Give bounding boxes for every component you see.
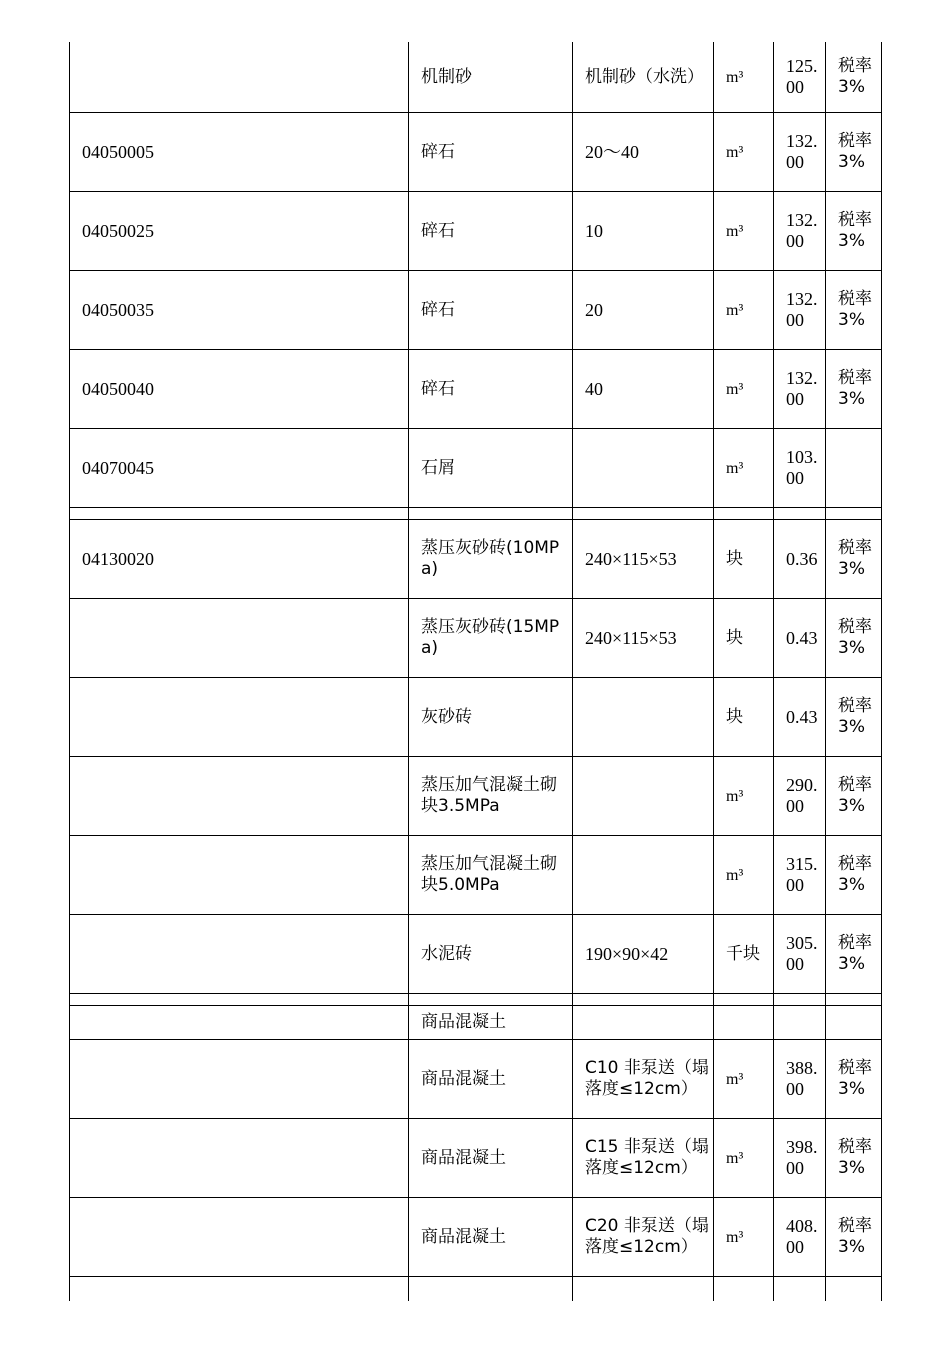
spec-cell: 240×115×53	[573, 599, 714, 678]
code-cell: 04050005	[70, 113, 409, 192]
price-cell: 132.00	[774, 192, 826, 271]
price-cell: 388.00	[774, 1040, 826, 1119]
spec-cell: C20 非泵送（塌落度≤12cm）	[573, 1198, 714, 1277]
note-cell: 税率3%	[826, 113, 882, 192]
spacer-cell	[573, 508, 714, 520]
price-cell: 315.00	[774, 836, 826, 915]
unit-cell	[714, 1006, 774, 1040]
unit-cell: m³	[714, 429, 774, 508]
unit-cell: 块	[714, 599, 774, 678]
spec-cell: 20	[573, 271, 714, 350]
name-cell: 商品混凝土	[409, 1119, 573, 1198]
code-cell	[70, 1006, 409, 1040]
code-cell: 04050040	[70, 350, 409, 429]
spacer-cell	[70, 994, 409, 1006]
spec-cell	[573, 836, 714, 915]
price-cell: 398.00	[774, 1119, 826, 1198]
price-cell: 132.00	[774, 113, 826, 192]
name-cell: 机制砂	[409, 42, 573, 113]
code-cell	[70, 836, 409, 915]
material-price-table	[69, 42, 882, 1301]
spacer-row	[70, 508, 882, 520]
name-cell: 碎石	[409, 113, 573, 192]
note-cell	[826, 429, 882, 508]
spacer-cell	[826, 994, 882, 1006]
spacer-cell	[70, 508, 409, 520]
note-cell: 税率3%	[826, 520, 882, 599]
continuation-row	[70, 1277, 882, 1302]
spacer-cell	[774, 508, 826, 520]
spec-cell: 190×90×42	[573, 915, 714, 994]
code-cell: 04050035	[70, 271, 409, 350]
table-row	[70, 113, 882, 192]
table-row	[70, 678, 882, 757]
name-cell: 灰砂砖	[409, 678, 573, 757]
code-cell	[70, 678, 409, 757]
spec-cell: 10	[573, 192, 714, 271]
code-cell: 04050025	[70, 192, 409, 271]
name-cell: 蒸压加气混凝土砌块5.0MPa	[409, 836, 573, 915]
table-row	[70, 915, 882, 994]
price-table-page	[69, 42, 881, 1301]
empty-cell	[573, 1277, 714, 1302]
unit-cell: m³	[714, 192, 774, 271]
table-row	[70, 520, 882, 599]
spacer-cell	[774, 994, 826, 1006]
table-row	[70, 757, 882, 836]
note-cell: 税率3%	[826, 599, 882, 678]
name-cell: 蒸压加气混凝土砌块3.5MPa	[409, 757, 573, 836]
table-row	[70, 599, 882, 678]
spec-cell	[573, 1006, 714, 1040]
note-cell: 税率3%	[826, 915, 882, 994]
price-cell: 305.00	[774, 915, 826, 994]
table-row	[70, 42, 882, 113]
price-cell: 290.00	[774, 757, 826, 836]
name-cell: 碎石	[409, 271, 573, 350]
unit-cell: m³	[714, 113, 774, 192]
spec-cell: 40	[573, 350, 714, 429]
empty-cell	[774, 1277, 826, 1302]
note-cell: 税率3%	[826, 836, 882, 915]
unit-cell: m³	[714, 271, 774, 350]
spec-cell: 20～40	[573, 113, 714, 192]
price-cell: 132.00	[774, 271, 826, 350]
name-cell: 商品混凝土	[409, 1006, 573, 1040]
code-cell	[70, 599, 409, 678]
table-row	[70, 1198, 882, 1277]
unit-cell: m³	[714, 1119, 774, 1198]
spacer-cell	[826, 508, 882, 520]
name-cell: 水泥砖	[409, 915, 573, 994]
unit-cell: 块	[714, 678, 774, 757]
unit-cell: m³	[714, 350, 774, 429]
table-row	[70, 192, 882, 271]
unit-cell: m³	[714, 836, 774, 915]
note-cell: 税率3%	[826, 1119, 882, 1198]
empty-cell	[70, 1277, 409, 1302]
empty-cell	[714, 1277, 774, 1302]
code-cell: 04070045	[70, 429, 409, 508]
code-cell	[70, 915, 409, 994]
spec-cell	[573, 757, 714, 836]
name-cell: 碎石	[409, 350, 573, 429]
spec-cell	[573, 429, 714, 508]
unit-cell: m³	[714, 42, 774, 113]
empty-cell	[409, 1277, 573, 1302]
table-row	[70, 271, 882, 350]
unit-cell: m³	[714, 1040, 774, 1119]
spacer-cell	[714, 994, 774, 1006]
section-header-row	[70, 1006, 882, 1040]
name-cell: 商品混凝土	[409, 1198, 573, 1277]
code-cell	[70, 757, 409, 836]
table-row	[70, 350, 882, 429]
note-cell	[826, 1006, 882, 1040]
table-row	[70, 1040, 882, 1119]
name-cell: 蒸压灰砂砖(15MPa)	[409, 599, 573, 678]
code-cell	[70, 42, 409, 113]
unit-cell: 千块	[714, 915, 774, 994]
name-cell: 商品混凝土	[409, 1040, 573, 1119]
empty-cell	[826, 1277, 882, 1302]
spacer-cell	[409, 508, 573, 520]
price-cell: 408.00	[774, 1198, 826, 1277]
note-cell: 税率3%	[826, 757, 882, 836]
note-cell: 税率3%	[826, 42, 882, 113]
price-cell	[774, 1006, 826, 1040]
unit-cell: m³	[714, 1198, 774, 1277]
code-cell	[70, 1119, 409, 1198]
note-cell: 税率3%	[826, 192, 882, 271]
spacer-cell	[573, 994, 714, 1006]
note-cell: 税率3%	[826, 271, 882, 350]
spacer-cell	[714, 508, 774, 520]
spec-cell	[573, 678, 714, 757]
table-row	[70, 1119, 882, 1198]
code-cell	[70, 1198, 409, 1277]
name-cell: 石屑	[409, 429, 573, 508]
note-cell: 税率3%	[826, 1198, 882, 1277]
price-cell: 132.00	[774, 350, 826, 429]
spec-cell: C15 非泵送（塌落度≤12cm）	[573, 1119, 714, 1198]
note-cell: 税率3%	[826, 1040, 882, 1119]
spacer-row	[70, 994, 882, 1006]
price-cell: 0.36	[774, 520, 826, 599]
price-cell: 125.00	[774, 42, 826, 113]
unit-cell: 块	[714, 520, 774, 599]
spec-cell: C10 非泵送（塌落度≤12cm）	[573, 1040, 714, 1119]
spec-cell: 机制砂（水洗）	[573, 42, 714, 113]
name-cell: 碎石	[409, 192, 573, 271]
spacer-cell	[409, 994, 573, 1006]
spec-cell: 240×115×53	[573, 520, 714, 599]
unit-cell: m³	[714, 757, 774, 836]
code-cell	[70, 1040, 409, 1119]
table-row	[70, 836, 882, 915]
name-cell: 蒸压灰砂砖(10MPa)	[409, 520, 573, 599]
note-cell: 税率3%	[826, 350, 882, 429]
price-cell: 0.43	[774, 599, 826, 678]
note-cell: 税率3%	[826, 678, 882, 757]
price-cell: 103.00	[774, 429, 826, 508]
price-cell: 0.43	[774, 678, 826, 757]
table-row	[70, 429, 882, 508]
code-cell: 04130020	[70, 520, 409, 599]
